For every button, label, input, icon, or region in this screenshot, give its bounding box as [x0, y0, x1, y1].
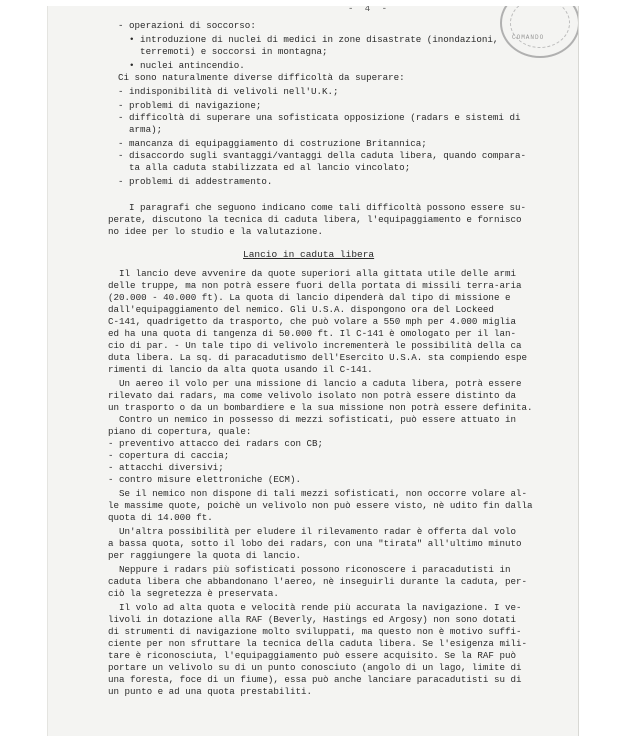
text-line: - problemi di navigazione; [118, 100, 262, 111]
text-line: Se il nemico non dispone di tali mezzi sofisticati, non occorre volare al- [108, 488, 528, 499]
text-line: I paragrafi che seguono indicano come tali difficoltà possono essere su- [118, 202, 526, 213]
stamp-text: COMANDO [512, 34, 545, 41]
section-title [243, 249, 374, 260]
text-line: ed ha una quota di tangenza di 50.000 ft. Il C-141 è omologato per il lan- [108, 328, 516, 339]
official-stamp [500, 6, 578, 58]
text-line: C-141, quadrigetto da trasporto, che può volare a 550 mph per 4.000 miglia [108, 316, 516, 327]
text-line: quota di 14.000 ft. [108, 512, 213, 523]
text-line: le massime quote, poichè un velivolo non può essere visto, nè udito fin dalla [108, 500, 533, 511]
text-line: - indisponibilità di velivoli nell'U.K.; [118, 86, 339, 97]
text-line: per raggiungere la quota di lancio. [108, 550, 301, 561]
text-line: ciente per non sfruttare la tecnica della caduta libera. Se l'esigenza mili- [108, 638, 528, 649]
document-page [48, 6, 578, 736]
text-line: - disaccordo sugli svantaggi/vantaggi della caduta libera, quando compara- [118, 150, 526, 161]
page-number: - 4 - [348, 6, 391, 14]
text-line: Contro un nemico in possesso di mezzi sofisticati, può essere attuato in [108, 414, 516, 425]
text-line: Un'altra possibilità per eludere il rilevamento radar è offerta dal volo [108, 526, 516, 537]
text-line: Un aereo il volo per una missione di lancio a caduta libera, potrà essere [108, 378, 522, 389]
text-line: piano di copertura, quale: [108, 426, 252, 437]
text-line: un punto e ad una quota prestabiliti. [108, 686, 312, 697]
text-line: Il volo ad alta quota e velocità rende più accurata la navigazione. I ve- [108, 602, 522, 613]
text-line: (20.000 - 40.000 ft). La quota di lancio dipenderà dal tipo di missione e [108, 292, 511, 303]
text-line: delle truppe, ma non potrà essere fuori della portata di missili terra-aria [108, 280, 522, 291]
text-line: ciò la segretezza è preservata. [108, 588, 279, 599]
text-line: - copertura di caccia; [108, 450, 230, 461]
text-line: dall'equipaggiamento del nemico. Gli U.S.A. dispongono ora del Lockeed [108, 304, 494, 315]
text-line: rilevato dai radars, ma come velivolo isolato non potrà essere distinto da [108, 390, 516, 401]
text-line: • nuclei antincendio. [118, 60, 245, 71]
text-line: di strumenti di navigazione molto sviluppati, ma questo non è motivo suffi- [108, 626, 522, 637]
text-line: - operazioni di soccorso: [118, 20, 256, 31]
text-line: tare è riconosciuta, l'equipaggiamento può essere acquisito. Se la RAF può [108, 650, 516, 661]
stamp-inner-ring [510, 6, 570, 48]
text-line: - contro misure elettroniche (ECM). [108, 474, 301, 485]
text-line: perate, discutono la tecnica di caduta libera, l'equipaggiamento e fornisco [108, 214, 522, 225]
text-line: un trasporto o da un bombardiere e la sua missione non potrà essere definita. [108, 402, 533, 413]
text-line: caduta libera che abbandonano l'aereo, nè inseguirli durante la caduta, per- [108, 576, 528, 587]
text-line: duta libera. La sq. di paracadutismo dell'Esercito U.S.A. sta compiendo espe [108, 352, 528, 363]
text-line: terremoti) e soccorsi in montagna; [118, 46, 328, 57]
text-line: Il lancio deve avvenire da quote superiori alla gittata utile delle armi [108, 268, 516, 279]
text-line: livoli in dotazione alla RAF (Beverly, Hastings ed Argosy) non sono dotati [108, 614, 516, 625]
text-line: portare un velivolo su di un punto conosciuto (angolo di un lago, limite di [108, 662, 522, 673]
text-line: - attacchi diversivi; [108, 462, 224, 473]
text-line: - preventivo attacco dei radars con CB; [108, 438, 324, 449]
text-line: una foresta, foce di un fiume), essa può anche lanciare paracadutisti su di [108, 674, 522, 685]
section-title-text: Lancio in caduta libera [243, 249, 375, 260]
text-line: • introduzione di nuclei di medici in zone disastrate (inondazioni, [118, 34, 499, 45]
text-line: arma); [118, 124, 163, 135]
text-line: - mancanza di equipaggiamento di costruzione Britannica; [118, 138, 427, 149]
text-line: Neppure i radars più sofisticati possono riconoscere i paracadutisti in [108, 564, 511, 575]
text-line: - difficoltà di superare una sofisticata opposizione (radars e sistemi di [118, 112, 521, 123]
text-line: rimenti di lancio da alta quota usando il C-141. [108, 364, 373, 375]
text-line: ta alla caduta stabilizzata ed al lancio vincolato; [118, 162, 411, 173]
text-line: a bassa quota, sotto il lobo dei radars, con una "tirata" all'ultimo minuto [108, 538, 522, 549]
text-line: no idee per lo studio e la valutazione. [108, 226, 324, 237]
text-line: Ci sono naturalmente diverse difficoltà da superare: [118, 72, 405, 83]
text-line: cio di par. - Un tale tipo di velivolo incrementerà le possibilità della ca [108, 340, 522, 351]
text-line: - problemi di addestramento. [118, 176, 273, 187]
